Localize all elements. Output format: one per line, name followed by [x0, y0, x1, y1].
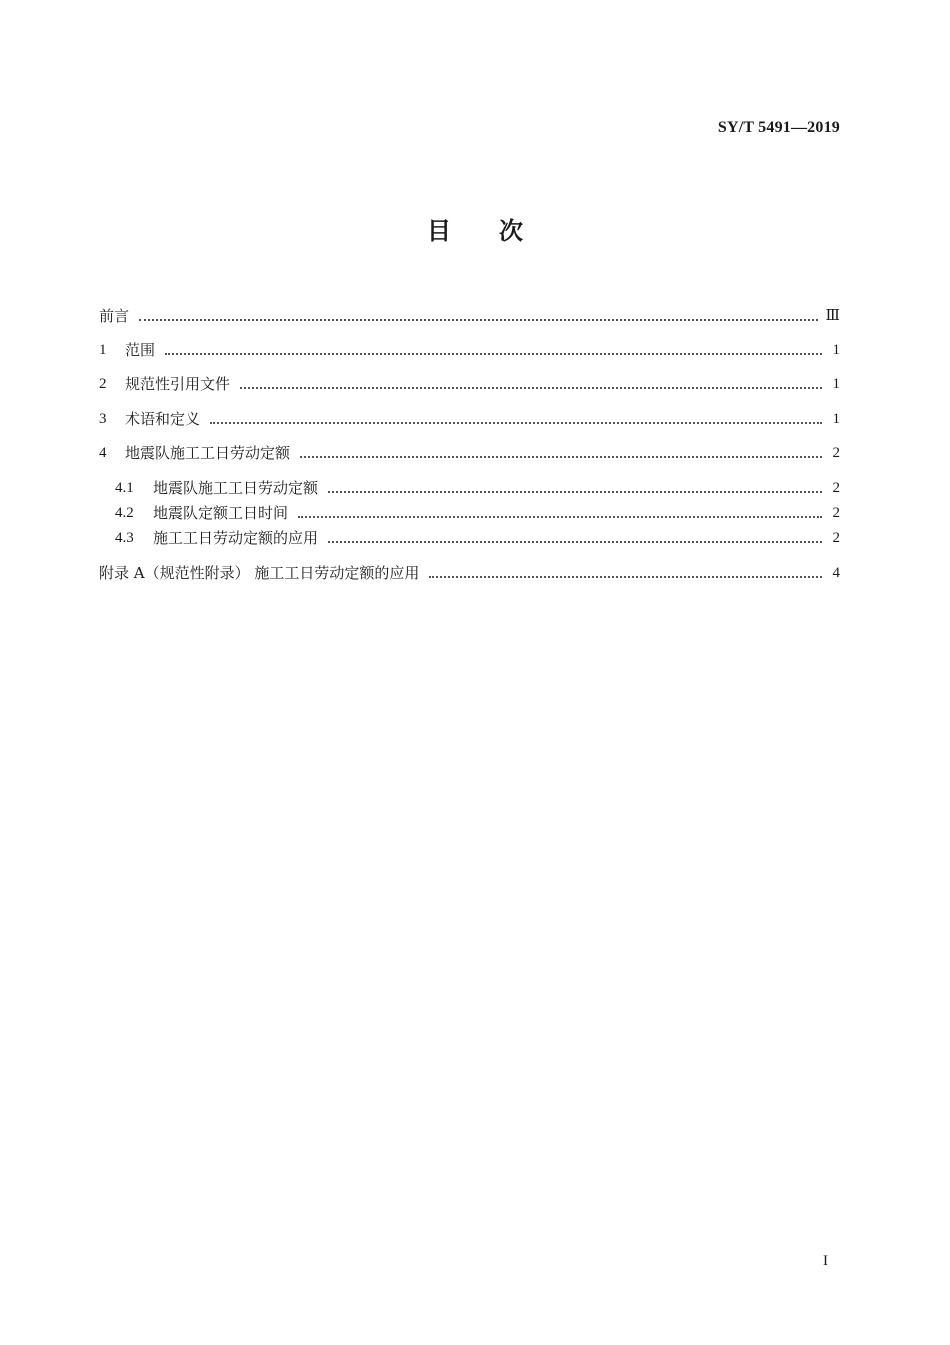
- dot-leader: [165, 352, 822, 355]
- toc-entry-section-4-3[interactable]: [115, 527, 840, 549]
- toc-entry-label: 规范性引用文件: [125, 375, 231, 393]
- toc-entry-page: 2: [832, 530, 840, 546]
- page-number: I: [823, 1253, 828, 1269]
- dot-leader: [300, 455, 822, 458]
- toc-entry-label: 范围: [125, 341, 156, 359]
- toc-entry-scope[interactable]: [99, 339, 840, 361]
- title-char-1: 目: [427, 217, 451, 245]
- toc-entry-page: 2: [832, 505, 840, 521]
- toc-entry-foreword[interactable]: [99, 305, 840, 327]
- standard-number: SY/T 5491—2019: [717, 119, 840, 136]
- toc-entry-label: 附录 A（规范性附录） 施工工日劳动定额的应用: [99, 564, 420, 582]
- toc-entry-label: 术语和定义: [125, 410, 201, 428]
- dot-leader: [139, 318, 818, 321]
- toc-entry-normative-references[interactable]: [99, 373, 840, 395]
- toc-entry-page: 1: [832, 342, 840, 358]
- toc-entry-page: 4: [832, 565, 840, 581]
- toc-entry-number: 4: [99, 445, 107, 461]
- dot-leader: [328, 490, 822, 493]
- toc-entry-label: 地震队施工工日劳动定额: [153, 479, 319, 497]
- dot-leader: [328, 540, 822, 543]
- title-char-2: 次: [499, 217, 523, 245]
- toc-entry-appendix-a[interactable]: [99, 562, 840, 584]
- toc-entry-number: 3: [99, 411, 107, 427]
- toc-entry-page: 1: [832, 376, 840, 392]
- toc-entry-terms-definitions[interactable]: [99, 408, 840, 430]
- toc-entry-page: 1: [832, 411, 840, 427]
- dot-leader: [298, 515, 822, 518]
- toc-entry-page: 2: [832, 445, 840, 461]
- toc-entry-number: 1: [99, 342, 107, 358]
- toc-entry-section-4[interactable]: [99, 442, 840, 464]
- toc-entry-number: 2: [99, 376, 107, 392]
- toc-entry-label: 地震队定额工日时间: [153, 504, 289, 522]
- toc-entry-page: Ⅲ: [825, 308, 840, 324]
- toc-entry-number: 4.3: [115, 530, 134, 546]
- dot-leader: [240, 386, 822, 389]
- toc-entry-number: 4.2: [115, 505, 134, 521]
- toc-entry-label: 地震队施工工日劳动定额: [125, 444, 291, 462]
- page-title: [0, 211, 950, 246]
- toc-entry-section-4-1[interactable]: [115, 477, 840, 499]
- toc-entry-label: 施工工日劳动定额的应用: [153, 529, 319, 547]
- toc-entry-number: 4.1: [115, 480, 134, 496]
- dot-leader: [210, 421, 822, 424]
- toc-entry-section-4-2[interactable]: [115, 502, 840, 524]
- toc-entry-label: 前言: [99, 307, 130, 325]
- toc-entry-page: 2: [832, 480, 840, 496]
- dot-leader: [429, 575, 822, 578]
